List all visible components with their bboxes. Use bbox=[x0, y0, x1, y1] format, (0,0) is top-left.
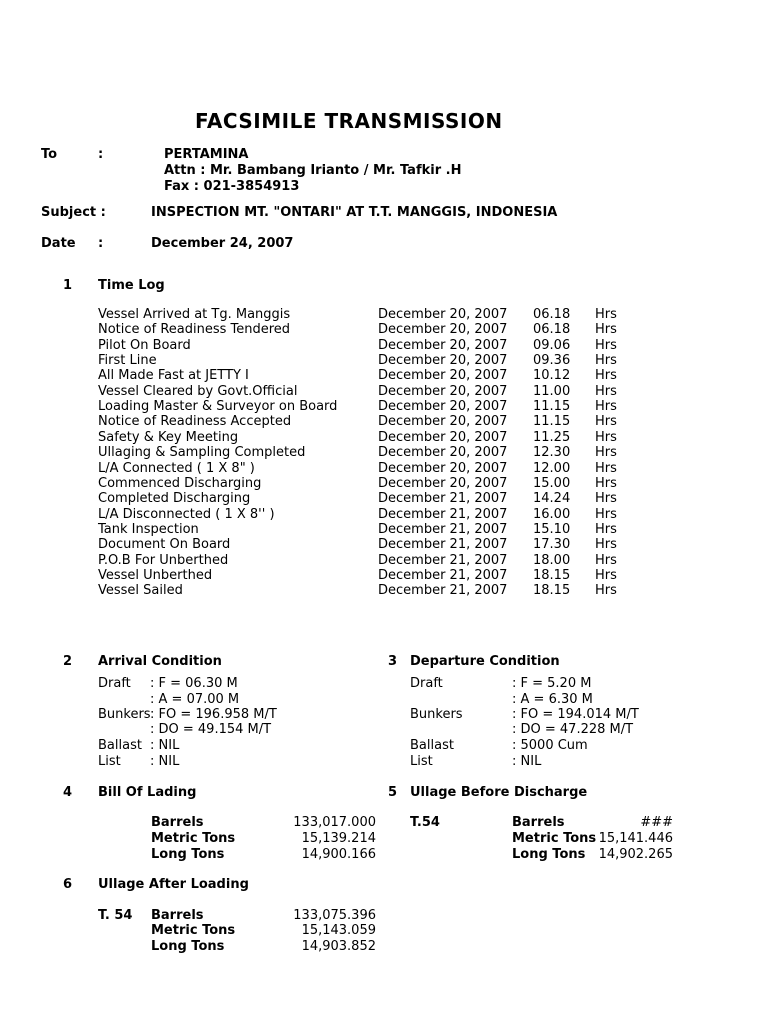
time-log-event: Vessel Cleared by Govt.Official bbox=[98, 383, 298, 399]
arrival-condition-heading: Arrival Condition bbox=[98, 654, 222, 669]
time-log-time: 12.00 bbox=[533, 460, 571, 476]
time-log-event: Vessel Unberthed bbox=[98, 567, 213, 583]
section-number: 5 bbox=[388, 785, 398, 800]
departure-draft-label: Draft bbox=[410, 676, 443, 691]
departure-list-label: List bbox=[410, 754, 433, 769]
time-log-heading: Time Log bbox=[98, 278, 165, 293]
time-log-row bbox=[98, 322, 658, 337]
bol-barrels-label: Barrels bbox=[151, 815, 204, 830]
time-log-unit: Hrs bbox=[595, 491, 617, 507]
document-title: FACSIMILE TRANSMISSION bbox=[195, 109, 503, 133]
time-log-time: 09.36 bbox=[533, 353, 571, 369]
time-log-date: December 20, 2007 bbox=[378, 383, 508, 399]
time-log-row bbox=[98, 445, 658, 460]
time-log-time: 11.15 bbox=[533, 414, 571, 430]
time-log-row bbox=[98, 568, 658, 583]
time-log-unit: Hrs bbox=[595, 521, 617, 537]
time-log-unit: Hrs bbox=[595, 506, 617, 522]
time-log-event: Loading Master & Surveyor on Board bbox=[98, 399, 338, 415]
ual-metric-tons-label: Metric Tons bbox=[151, 923, 236, 938]
section-number: 4 bbox=[63, 785, 73, 800]
subject-label: Subject : bbox=[41, 205, 106, 220]
ual-metric-tons-value: 15,143.059 bbox=[301, 923, 376, 938]
time-log-time: 11.00 bbox=[533, 383, 571, 399]
time-log-date: December 20, 2007 bbox=[378, 414, 508, 430]
time-log-date: December 20, 2007 bbox=[378, 368, 508, 384]
time-log-unit: Hrs bbox=[595, 460, 617, 476]
departure-bunkers-do: : DO = 47.228 M/T bbox=[512, 722, 634, 737]
time-log-time: 11.25 bbox=[533, 429, 571, 445]
ual-barrels-label: Barrels bbox=[151, 908, 204, 923]
ubd-metric-tons-label: Metric Tons bbox=[512, 831, 596, 846]
section-number: 6 bbox=[63, 877, 73, 892]
time-log-date: December 21, 2007 bbox=[378, 552, 508, 568]
time-log-row bbox=[98, 430, 658, 445]
date-colon: : bbox=[98, 236, 104, 251]
time-log-event: Vessel Sailed bbox=[98, 583, 183, 599]
time-log-time: 09.06 bbox=[533, 337, 571, 353]
arrival-bunkers-fo: : FO = 196.958 M/T bbox=[150, 707, 277, 722]
time-log-time: 18.00 bbox=[533, 552, 571, 568]
time-log-event: Tank Inspection bbox=[98, 521, 199, 537]
time-log-event: Ullaging & Sampling Completed bbox=[98, 445, 306, 461]
time-log-time: 15.00 bbox=[533, 475, 571, 491]
time-log-date: December 20, 2007 bbox=[378, 353, 508, 369]
time-log-event: Pilot On Board bbox=[98, 337, 191, 353]
time-log-time: 11.15 bbox=[533, 399, 571, 415]
fax-number: Fax : 021-3854913 bbox=[164, 179, 300, 194]
bol-barrels-value: 133,017.000 bbox=[293, 815, 376, 830]
ual-long-tons-label: Long Tons bbox=[151, 939, 225, 954]
time-log-event: Commenced Discharging bbox=[98, 475, 262, 491]
arrival-draft-aft: : A = 07.00 M bbox=[150, 692, 240, 707]
time-log-unit: Hrs bbox=[595, 337, 617, 353]
attention-line: Attn : Mr. Bambang Irianto / Mr. Tafkir .H bbox=[164, 163, 462, 178]
time-log-date: December 20, 2007 bbox=[378, 399, 508, 415]
time-log-event: P.O.B For Unberthed bbox=[98, 552, 229, 568]
time-log-unit: Hrs bbox=[595, 429, 617, 445]
time-log-date: December 21, 2007 bbox=[378, 537, 508, 553]
time-log-unit: Hrs bbox=[595, 383, 617, 399]
section-number: 3 bbox=[388, 654, 398, 669]
time-log-time: 06.18 bbox=[533, 322, 571, 338]
time-log-row bbox=[98, 537, 658, 552]
time-log-unit: Hrs bbox=[595, 475, 617, 491]
departure-list-value: : NIL bbox=[512, 754, 542, 769]
time-log-row bbox=[98, 353, 658, 368]
time-log-time: 06.18 bbox=[533, 307, 571, 322]
time-log-date: December 21, 2007 bbox=[378, 506, 508, 522]
arrival-list-value: : NIL bbox=[150, 754, 180, 769]
to-label: To bbox=[41, 147, 58, 162]
ubd-barrels-value: ### bbox=[640, 815, 673, 830]
time-log-event: Completed Discharging bbox=[98, 491, 251, 507]
time-log-row bbox=[98, 368, 658, 383]
ubd-tank-label: T.54 bbox=[410, 815, 440, 830]
time-log-event: All Made Fast at JETTY I bbox=[98, 368, 249, 384]
time-log-row bbox=[98, 414, 658, 429]
ual-long-tons-value: 14,903.852 bbox=[301, 939, 376, 954]
bol-long-tons-label: Long Tons bbox=[151, 847, 225, 862]
time-log-event: Document On Board bbox=[98, 537, 231, 553]
departure-bunkers-label: Bunkers bbox=[410, 707, 463, 722]
section-number: 2 bbox=[63, 654, 73, 669]
arrival-bunkers-label: Bunkers bbox=[98, 707, 151, 722]
departure-draft-fore: : F = 5.20 M bbox=[512, 676, 592, 691]
time-log-unit: Hrs bbox=[595, 368, 617, 384]
arrival-ballast-value: : NIL bbox=[150, 738, 180, 753]
time-log-unit: Hrs bbox=[595, 583, 617, 599]
time-log-unit: Hrs bbox=[595, 537, 617, 553]
bol-metric-tons-label: Metric Tons bbox=[151, 831, 236, 846]
time-log-row bbox=[98, 461, 658, 476]
time-log-event: Notice of Readiness Tendered bbox=[98, 322, 291, 338]
ullage-after-loading-heading: Ullage After Loading bbox=[98, 877, 249, 892]
departure-ballast-value: : 5000 Cum bbox=[512, 738, 588, 753]
time-log-event: First Line bbox=[98, 353, 157, 369]
time-log-event: Vessel Arrived at Tg. Manggis bbox=[98, 307, 291, 322]
time-log-row bbox=[98, 307, 658, 322]
arrival-ballast-label: Ballast bbox=[98, 738, 142, 753]
ual-barrels-value: 133,075.396 bbox=[293, 908, 376, 923]
time-log-unit: Hrs bbox=[595, 567, 617, 583]
time-log-row bbox=[98, 399, 658, 414]
departure-draft-aft: : A = 6.30 M bbox=[512, 692, 593, 707]
time-log-date: December 20, 2007 bbox=[378, 460, 508, 476]
time-log-time: 12.30 bbox=[533, 445, 571, 461]
time-log-event: L/A Disconnected ( 1 X 8'' ) bbox=[98, 506, 275, 522]
time-log-unit: Hrs bbox=[595, 322, 617, 338]
time-log-row bbox=[98, 553, 658, 568]
subject-value: INSPECTION MT. "ONTARI" AT T.T. MANGGIS, INDONESIA bbox=[151, 205, 558, 220]
time-log-date: December 21, 2007 bbox=[378, 521, 508, 537]
time-log-time: 14.24 bbox=[533, 491, 571, 507]
time-log-time: 10.12 bbox=[533, 368, 571, 384]
arrival-draft-fore: : F = 06.30 M bbox=[150, 676, 238, 691]
arrival-list-label: List bbox=[98, 754, 121, 769]
time-log-date: December 20, 2007 bbox=[378, 445, 508, 461]
arrival-draft-label: Draft bbox=[98, 676, 131, 691]
ullage-before-discharge-heading: Ullage Before Discharge bbox=[410, 785, 588, 800]
time-log-row bbox=[98, 507, 658, 522]
ubd-barrels-label: Barrels bbox=[512, 815, 565, 830]
time-log-row bbox=[98, 522, 658, 537]
date-value: December 24, 2007 bbox=[151, 236, 294, 251]
time-log-date: December 21, 2007 bbox=[378, 567, 508, 583]
time-log-row bbox=[98, 384, 658, 399]
time-log-date: December 20, 2007 bbox=[378, 322, 508, 338]
ubd-long-tons-value: 14,902.265 bbox=[598, 847, 673, 862]
arrival-bunkers-do: : DO = 49.154 M/T bbox=[150, 722, 272, 737]
time-log-time: 18.15 bbox=[533, 567, 571, 583]
time-log-date: December 20, 2007 bbox=[378, 475, 508, 491]
bol-long-tons-value: 14,900.166 bbox=[301, 847, 376, 862]
time-log-row bbox=[98, 491, 658, 506]
time-log-event: L/A Connected ( 1 X 8" ) bbox=[98, 460, 255, 476]
recipient-name: PERTAMINA bbox=[164, 147, 249, 162]
time-log-date: December 21, 2007 bbox=[378, 583, 508, 599]
time-log-time: 15.10 bbox=[533, 521, 571, 537]
time-log-row bbox=[98, 476, 658, 491]
bol-metric-tons-value: 15,139.214 bbox=[301, 831, 376, 846]
ubd-metric-tons-value: 15,141.446 bbox=[598, 831, 673, 846]
time-log-time: 16.00 bbox=[533, 506, 571, 522]
ubd-long-tons-label: Long Tons bbox=[512, 847, 586, 862]
date-label: Date bbox=[41, 236, 76, 251]
time-log-unit: Hrs bbox=[595, 353, 617, 369]
to-colon: : bbox=[98, 147, 104, 162]
departure-bunkers-fo: : FO = 194.014 M/T bbox=[512, 707, 639, 722]
time-log-date: December 21, 2007 bbox=[378, 491, 508, 507]
time-log-event: Safety & Key Meeting bbox=[98, 429, 239, 445]
time-log-event: Notice of Readiness Accepted bbox=[98, 414, 292, 430]
time-log-row bbox=[98, 338, 658, 353]
departure-ballast-label: Ballast bbox=[410, 738, 454, 753]
ual-tank-label: T. 54 bbox=[98, 908, 133, 923]
time-log-unit: Hrs bbox=[595, 445, 617, 461]
time-log-unit: Hrs bbox=[595, 307, 617, 322]
time-log-date: December 20, 2007 bbox=[378, 429, 508, 445]
time-log-time: 18.15 bbox=[533, 583, 571, 599]
time-log-date: December 20, 2007 bbox=[378, 307, 508, 322]
time-log-unit: Hrs bbox=[595, 552, 617, 568]
time-log-time: 17.30 bbox=[533, 537, 571, 553]
section-number: 1 bbox=[63, 278, 73, 293]
time-log-unit: Hrs bbox=[595, 399, 617, 415]
time-log-unit: Hrs bbox=[595, 414, 617, 430]
bill-of-lading-heading: Bill Of Lading bbox=[98, 785, 197, 800]
departure-condition-heading: Departure Condition bbox=[410, 654, 560, 669]
time-log-row bbox=[98, 583, 658, 598]
time-log-date: December 20, 2007 bbox=[378, 337, 508, 353]
